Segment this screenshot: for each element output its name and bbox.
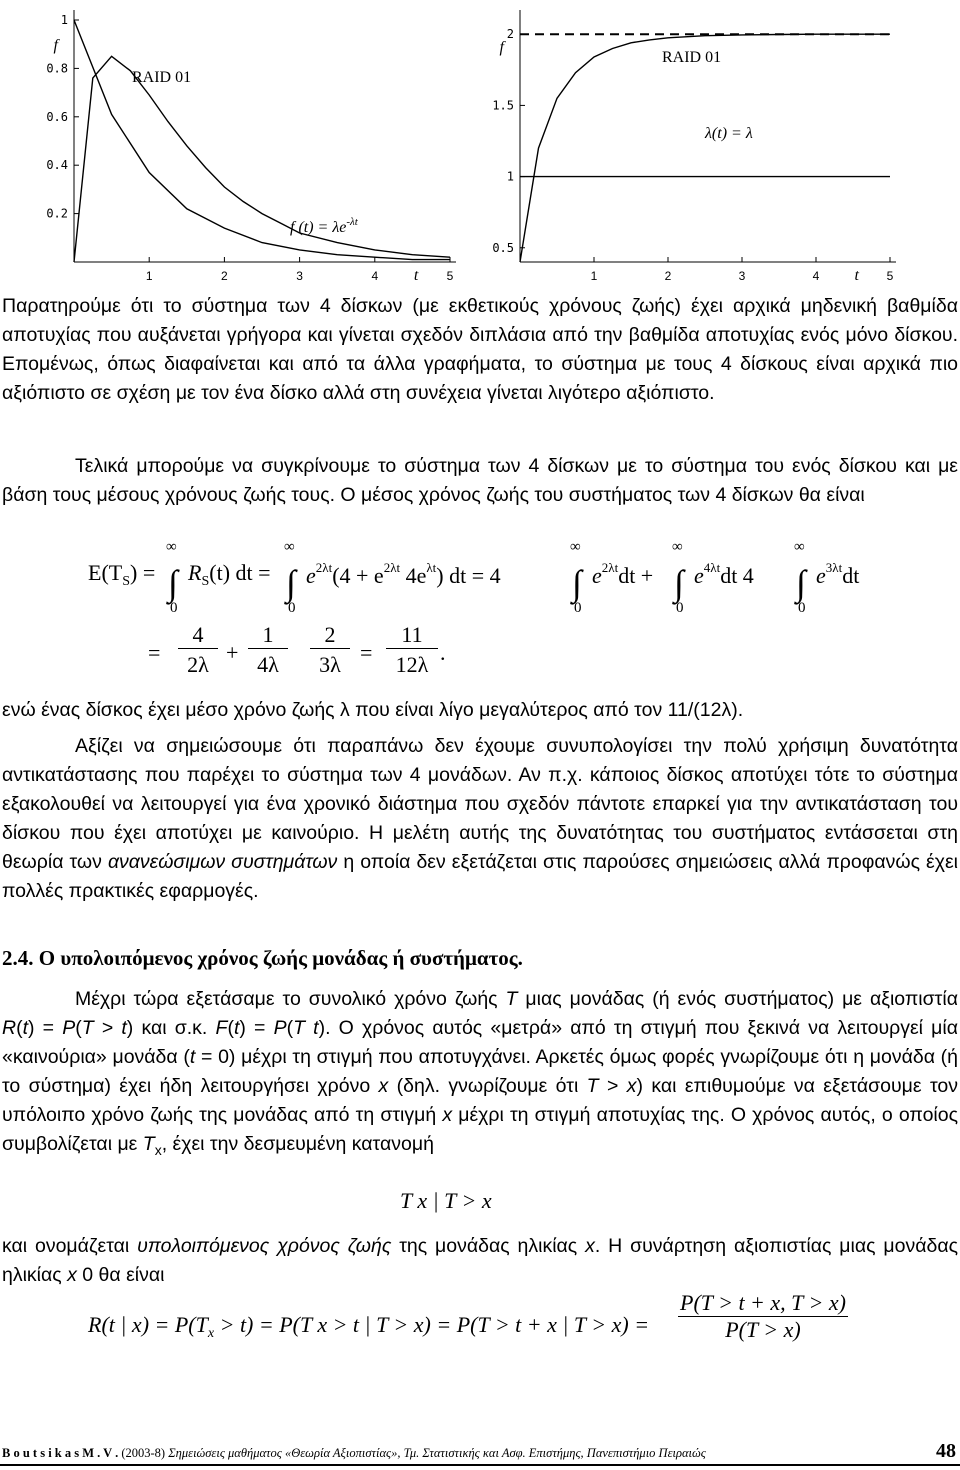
footer [2,1446,958,1461]
eq2-lhs: R(t | x) = P(T [88,1312,208,1337]
eq1-zero-4: 0 [676,600,684,616]
plot-title: RAID 01 [132,69,192,86]
eq1-int5-end: dt [842,563,860,588]
eq1-zero-3: 0 [574,600,582,616]
p5-27: T [586,1075,599,1097]
eq1-zero-5: 0 [798,600,806,616]
x-tick-label: 2 [221,269,228,283]
y-tick-label: 0.6 [46,109,68,124]
eq1-inf-4: ∞ [672,539,683,555]
plot-left [0,0,480,290]
x-tick-label: 3 [296,269,303,283]
y-tick-label: 0.8 [46,61,68,76]
eq1-int1-end: (t) dt = [209,560,271,585]
footer-italic: Σημειώσεις μαθήματος «Θεωρία Αξιοπιστίας», Τμ. Στατιστικής και Ασφ. Επιστήμης, Πανεπιστήμιο Πειραιώς [168,1446,706,1460]
x-tick-label: 4 [812,269,820,283]
p5-30: ) και επιθυμούμε να εξετάσουμε τον υπόλοιπο χρόνο ζωής της μονάδας από τη στιγμή [2,1075,958,1126]
eq1-inf-1: ∞ [166,539,177,555]
svg-text:∫: ∫ [572,563,582,603]
p5-7: P [62,1017,76,1039]
x-axis-label: t [854,267,859,284]
y-tick-label: 2 [506,27,514,42]
p6-3: x [585,1235,595,1257]
eq1-int2-mid2: 4e [405,563,427,588]
x-tick-label: 5 [446,269,454,283]
eq1-int3-sup: 2λt [601,560,619,575]
x-axis-label: t [413,267,419,284]
y-tick-label: 1.5 [492,98,514,113]
x-tick-label: 3 [738,269,746,283]
eq1-int3: e [592,563,602,588]
y-axis-label: f [53,37,58,54]
eq1-inf-3: ∞ [570,539,581,555]
p5-24: = 0) μέχρι τη στιγμή που αποτυγχάνει. Αρκετές όμως φορές γνωρίζουμε ότι η μονάδα (ή το σύστημα) έχει ήδη λειτουργήσει χρόνο [2,1046,959,1097]
eq1-lhs: E(T [88,560,123,585]
p6-6: 0 θα είναι [76,1264,165,1286]
section-heading: 2.4. Ο υπολοιπόμενος χρόνος ζωής μονάδας ή συστήματος. [2,946,523,970]
series-line-1 [74,56,450,262]
paragraph-observation: Παρατηρούμε ότι το σύστημα των 4 δίσκων (με εκθετικούς χρόνους ζωής) έχει αρχικά μηδενική βαθμίδα αποτυχίας που αυξάνεται γρήγορα και γίνεται σχεδόν διπλάσια από την βαθμίδα αποτυχίας ενός μόνο δίσκου. Επομένως, όπως διαφαίνεται και από τα άλλα γραφήματα, το σύστημα με τους 4 δίσκους είναι αρχικά πιο αξιόπιστο σε σχέση με τον ένα δίσκο αλλά στη συνέχεια γίνεται λιγότερο αξιόπιστο. [2,295,958,404]
eq1-int4-end: dt 4 [720,563,754,588]
eq1-int5: e [816,563,826,588]
paragraph-single-disk: ενώ ένας δίσκος έχει μέσο χρόνο ζωής λ που είναι λίγο μεγαλύτερος από τον 11/(12λ). [2,699,744,721]
eq1-f1-den: 2λ [187,652,209,677]
p5-23: t [189,1046,196,1068]
eq1-int2: e [306,563,316,588]
p5-8: ( [75,1017,82,1039]
eq2-mid: > t) = P(T x > t | T > x) = P(T > t + x | T > x) = [214,1312,650,1337]
paragraph-comparison [2,452,958,510]
eq1-int1: R [188,560,202,585]
p5-15: t [233,1017,240,1039]
p5-10: > [93,1017,122,1039]
equation-conditional: T x | T > x [400,1188,492,1213]
svg-text:∫: ∫ [674,563,684,603]
p5-14: ( [227,1017,234,1039]
p6-5: x [67,1264,77,1286]
paragraph-replacement-a: Αξίζει να σημειώσουμε ότι παραπάνω δεν έχουμε συνυπολογίσει την πολύ χρήσιμη δυνατότητα αντικατάστασης που παρέχει το σύστημα των 4 μονάδων. Αν π.χ. κάποιος δίσκος αποτύχει τότε το σύστημα εξακολουθεί να λειτουργεί για ένα χρονικό διάστημα που σχεδόν πάντοτε επαρκεί για την αντικατάσταση του δίσκου που έχει αποτύχει με καινούριο. Η μελέτη αυτής της δυνατότητας του συστήματος εντάσσεται στη θεωρία των [2,735,958,873]
eq1-int3-end: dt + [618,563,654,588]
equation-fractions [148,622,528,682]
eq1-int2-sup2: 2λt [383,560,401,575]
p5-34: x [154,1142,162,1158]
p5-28: > [598,1075,627,1097]
plot-right-svg [480,0,960,290]
p5-9: T [81,1017,94,1039]
p5-26: (δηλ. γνωρίζουμε ότι [388,1075,587,1097]
p5-5: t [22,1017,29,1039]
p5-17: P [273,1017,287,1039]
p5-18: ( [286,1017,294,1039]
p5-13: F [215,1017,228,1039]
paragraph-replacement [2,732,958,906]
y-tick-label: 0.2 [46,206,68,221]
p6-4: . Η συνάρτηση αξιοπιστίας μιας μονάδας ηλικίας [2,1235,959,1286]
p5-35: , έχει την δεσμευμένη κατανομή [161,1133,434,1155]
p5-19: T [293,1017,305,1039]
p6-1: υπολοιπόμενος χρόνος ζωής [137,1235,392,1257]
paragraph-replacement-b: η οποία δεν εξετάζεται στις παρούσες σημειώσεις αλλά προφανώς έχει πολλές πρακτικές εφαρμογές. [2,851,958,902]
p5-33: T [142,1133,155,1155]
p5-1: T [505,988,518,1010]
eq1-f3-den: 3λ [319,652,341,677]
eq1-int4-sup: 4λt [703,560,721,575]
p6-2: της μονάδας ηλικίας [391,1235,586,1257]
eq1-int2-end: ) dt = 4 [436,563,501,588]
p5-22: ). Ο χρόνος αυτός «μετρά» από τη στιγμή που ξεκινά να λειτουργεί μία «καινούρια» μονάδα ( [2,1017,959,1068]
p5-25: x [378,1075,389,1097]
x-tick-label: 4 [371,269,379,283]
series-line-1 [520,34,890,262]
x-tick-label: 5 [886,269,894,283]
eq1-inf-2: ∞ [284,539,295,555]
eq1-zero-1: 0 [170,600,178,616]
eq1-svg [168,545,888,625]
eq1-lhs-sub: S [122,574,130,589]
plot-title: RAID 01 [662,49,722,66]
eq2-num: P(T > t + x, T > x) [680,1290,846,1315]
plot-left-svg [0,0,480,290]
y-tick-label: 0.4 [46,158,68,173]
p5-16: ) = [239,1017,274,1039]
eq1-f4-num: 11 [386,622,438,649]
y-tick-label: 1 [60,13,68,27]
paragraph-residual [2,985,958,1165]
p5-12: ) και σ.κ. [126,1017,216,1039]
p5-32: μέχρι τη στιγμή αποτυχίας της. Ο χρόνος αυτός, ο οποίος συμβολίζεται με [2,1104,958,1155]
eq1-int5-sup: 3λt [825,560,843,575]
y-axis-label: f [499,39,504,56]
eq1-f1-num: 4 [178,622,218,649]
x-tick-label: 1 [590,269,598,283]
eq1-f3-num: 2 [310,622,350,649]
paragraph-replacement-em: ανανεώσιμων συστημάτων [107,851,338,873]
x-tick-label: 1 [145,269,153,283]
p5-0: Μέχρι τώρα εξετάσαμε το συνολικό χρόνο ζωής [75,988,506,1010]
plot-annotation: λ(t) = λ [705,125,753,142]
eq1-int2-sup: 2λt [315,560,333,575]
eq1-f2-den: 4λ [257,652,279,677]
p5-11: t [121,1017,127,1039]
footer-rule [0,1464,960,1466]
footer-author: B o u t s i k a s M . V . [2,1446,119,1460]
eq1-inf-5: ∞ [794,539,805,555]
p5-6: ) = [28,1017,63,1039]
p6-0: και ονομάζεται [2,1235,138,1257]
p5-21: t [313,1017,319,1039]
plot-annotation-sup: -λt [346,216,358,228]
paragraph-reliability-function [2,1232,958,1290]
series-line-2 [74,20,450,260]
eq1-int1-sub: S [201,574,210,589]
p5-3: R [2,1017,17,1039]
eq1-eq2: = [360,640,373,665]
plot-annotation: f $(t) = \lambda e^{-\lambda t}$ [290,216,358,236]
y-tick-label: 1 [506,169,514,184]
eq1-frac-eq: = [148,640,161,665]
plot-right [480,0,960,290]
eq1-lhs-end: ) = [130,560,156,585]
y-tick-label: 0.5 [492,240,514,255]
eq1-int2-sup3: λt [426,560,437,575]
equation-mean-lifetime [88,560,155,590]
svg-text:∫: ∫ [168,563,178,603]
equation-conditional-reliability [88,1312,649,1342]
eq2-lhs-sub: x [207,1326,215,1341]
eq1-int2-mid: (4 + e [332,563,384,588]
page-number: 48 [936,1440,956,1462]
eq2-den: P(T > x) [725,1317,801,1342]
x-tick-label: 2 [664,269,672,283]
svg-text:∫: ∫ [796,563,806,603]
footer-text: (2003-8) [118,1446,169,1460]
p5-29: x [626,1075,637,1097]
eq1-dot: . [440,640,446,665]
eq1-zero-2: 0 [288,600,296,616]
svg-text:∫: ∫ [286,563,296,603]
p5-4: ( [16,1017,23,1039]
p5-31: x [442,1104,453,1126]
eq1-plus: + [226,640,239,665]
eq1-f4-den: 12λ [395,652,429,677]
paragraph-comparison-text: Τελικά μπορούμε να συγκρίνουμε το σύστημα των 4 δίσκων με το σύστημα του ενός δίσκου και με βάση τους μέσους χρόνους ζωής τους. Ο μέσος χρόνος ζωής του συστήματος των 4 δίσκων θα είναι [2,455,958,506]
eq2-fraction [678,1290,848,1343]
eq1-int4: e [694,563,704,588]
p5-20 [305,1017,313,1039]
p5-2: μιας μονάδας (ή ενός συστήματος) με αξιοπιστία [517,988,958,1010]
eq1-f2-num: 1 [248,622,288,649]
